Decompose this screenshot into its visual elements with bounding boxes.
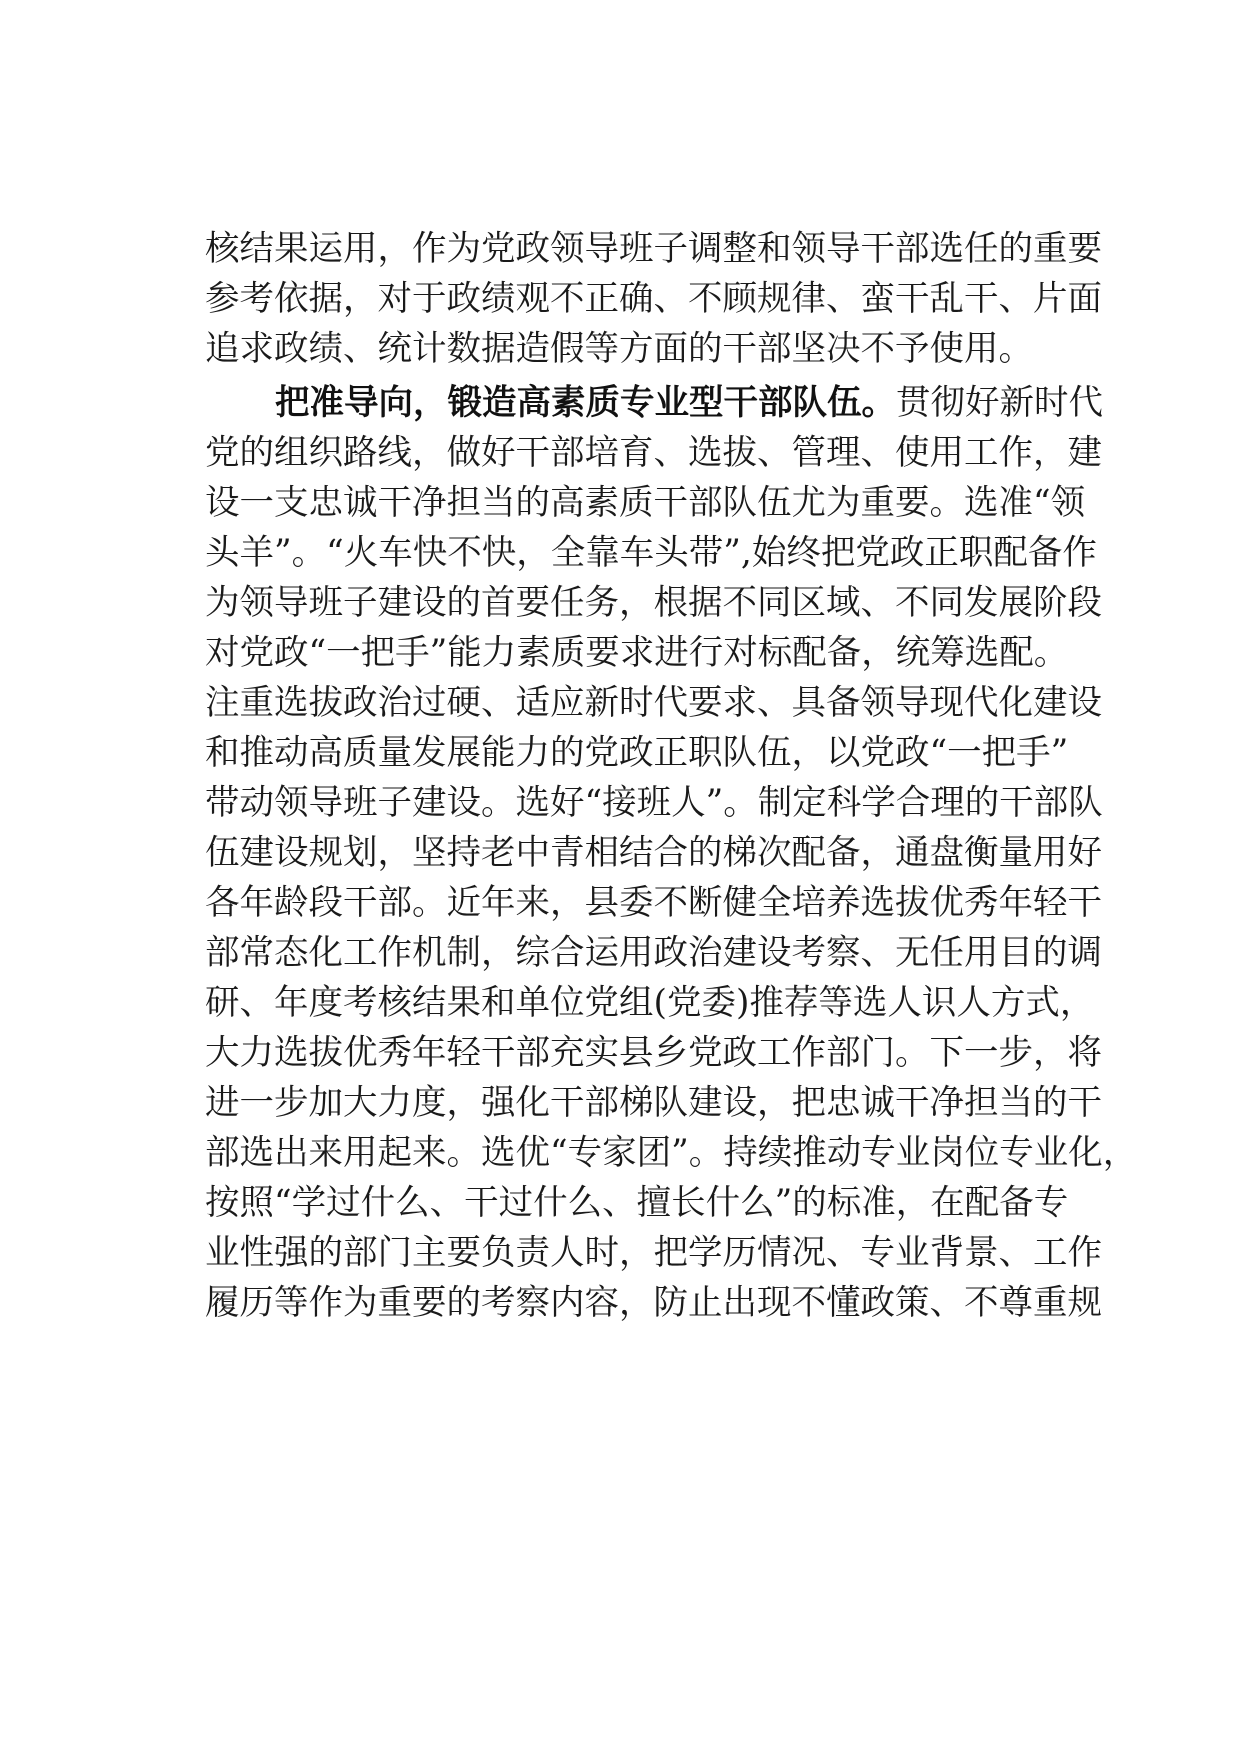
text-line: 和推动高质量发展能力的党政正职队伍，以党政“一把手” xyxy=(205,733,1069,773)
paragraph-2 xyxy=(205,378,1138,1328)
text-line: 业性强的部门主要负责人时，把学历情况、专业背景、工作 xyxy=(205,1233,1102,1273)
text-line: 伍建设规划，坚持老中青相结合的梯次配备，通盘衡量用好 xyxy=(205,833,1102,873)
text-line: 注重选拔政治过硬、适应新时代要求、具备领导现代化建设 xyxy=(205,683,1102,723)
text-line: 履历等作为重要的考察内容，防止出现不懂政策、不尊重规 xyxy=(205,1283,1102,1323)
section-heading: 把准导向，锻造高素质专业型干部队伍。 xyxy=(275,383,896,423)
text-line xyxy=(205,378,1103,428)
text-line: 头羊”。“火车快不快，全靠车头带”,始终把党政正职配备作 xyxy=(205,533,1097,573)
text-line: 对党政“一把手”能力素质要求进行对标配备，统筹选配。 xyxy=(205,633,1069,673)
text-line: 设一支忠诚干净担当的高素质干部队伍尤为重要。选准“领 xyxy=(205,483,1086,523)
text-line: 部常态化工作机制，综合运用政治建设考察、无任用目的调 xyxy=(205,933,1102,973)
text-line: 核结果运用，作为党政领导班子调整和领导干部选任的重要 xyxy=(205,229,1102,269)
text-line: 按照“学过什么、干过什么、擅长什么”的标准，在配备专 xyxy=(205,1183,1069,1223)
text-line: 研、年度考核结果和单位党组(党委)推荐等选人识人方式， xyxy=(205,983,1095,1023)
text-line: 带动领导班子建设。选好“接班人”。制定科学合理的干部队 xyxy=(205,783,1103,823)
text-line: 追求政绩、统计数据造假等方面的干部坚决不予使用。 xyxy=(205,329,1033,369)
text-line: 各年龄段干部。近年来，县委不断健全培养选拔优秀年轻干 xyxy=(205,883,1102,923)
text-line: 大力选拔优秀年轻干部充实县乡党政工作部门。下一步，将 xyxy=(205,1033,1102,1073)
first-line-text: 贯彻好新时代 xyxy=(896,383,1103,423)
paragraph-1 xyxy=(205,224,1102,374)
text-line: 为领导班子建设的首要任务，根据不同区域、不同发展阶段 xyxy=(205,583,1102,623)
text-line: 部选出来用起来。选优“专家团”。持续推动专业岗位专业化， xyxy=(205,1133,1138,1173)
text-line: 党的组织路线，做好干部培育、选拔、管理、使用工作，建 xyxy=(205,433,1102,473)
text-line: 参考依据，对于政绩观不正确、不顾规律、蛮干乱干、片面 xyxy=(205,279,1102,319)
text-line: 进一步加大力度，强化干部梯队建设，把忠诚干净担当的干 xyxy=(205,1083,1102,1123)
